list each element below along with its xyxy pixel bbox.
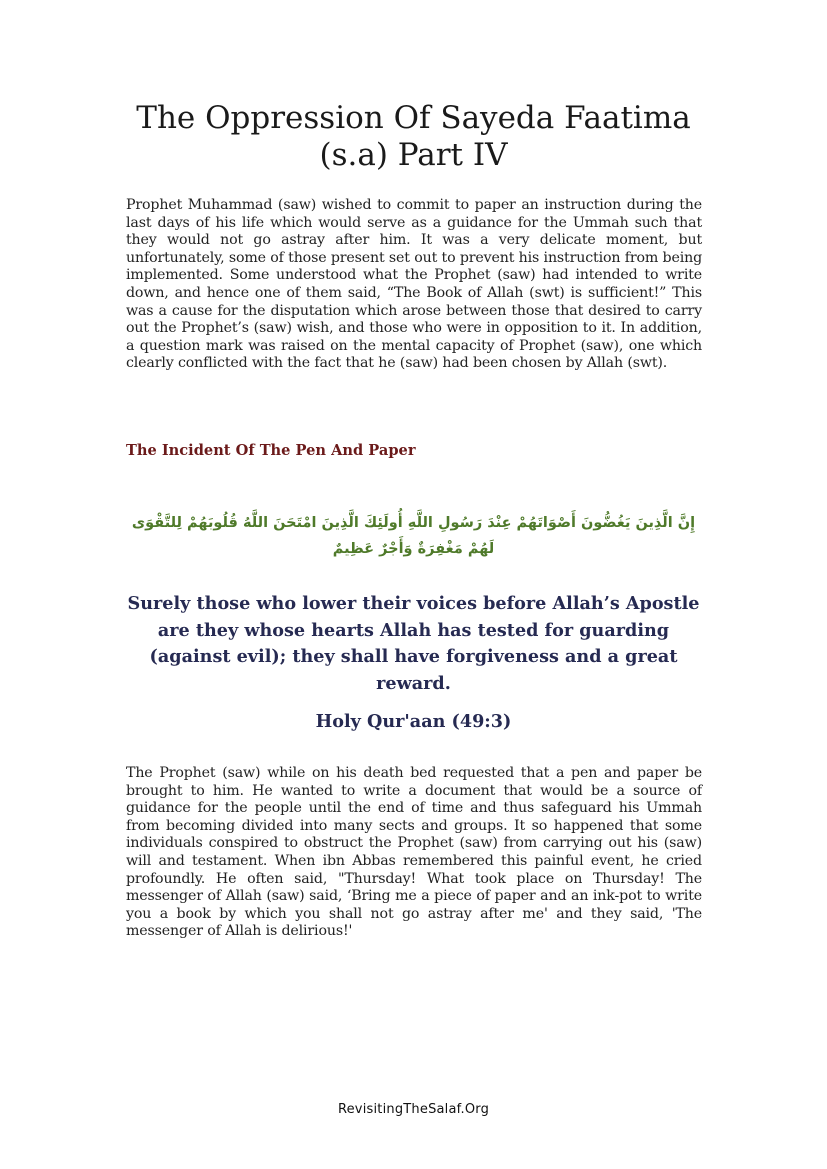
arabic-verse: إِنَّ الَّذِينَ يَغُضُّونَ أَصْوَاتَهُمْ عِنْدَ رَسُولِ اللَّهِ أُولَئِكَ الَّذِينَ امْتَحَنَ اللَّهُ قُلُوبَهُمْ لِلتَّقْوَى لَهُمْ مَغْفِرَةٌ وَأَجْرٌ عَظِيمٌ xyxy=(131,515,696,557)
verse-reference: Holy Qur'aan (49:3) xyxy=(315,711,512,732)
verse-translation: Surely those who lower their voices before Allah’s Apostle are they whose hearts Allah has tested for guarding (against evil); they shall have forgiveness and a great reward. xyxy=(127,593,700,694)
page-footer: RevisitingTheSalaf.Org xyxy=(337,1102,490,1117)
intro-paragraph: Prophet Muhammad (saw) wished to commit to paper an instruction during the last days of his life which would serve as a guidance for the Ummah such that they would not go astray after him. It was a very delicate moment, but unfortunately, some of those present set out to prevent his instruction from being implemented. Some understood what the Prophet (saw) had intended to write down, and hence one of them said, “The Book of Allah (swt) is sufficient!” This was a cause for the disputation which arose between those that desired to carry out the Prophet’s (saw) wish, and those who were in opposition to it. In addition, a question mark was raised on the mental capacity of Prophet (saw), one which clearly conflicted with the fact that he (saw) had been chosen by Allah (swt). xyxy=(126,197,702,372)
body-paragraph: The Prophet (saw) while on his death bed requested that a pen and paper be brought to him. He wanted to write a document that would be a source of guidance for the people until the end of time and thus safeguard his Ummah from becoming divided into many sects and groups. It so happened that some individuals conspired to obstruct the Prophet (saw) from carrying out his (saw) will and testament. When ibn Abbas remembered this painful event, he cried profoundly. He often said, "Thursday! What took place on Thursday! The messenger of Allah (saw) said, ‘Bring me a piece of paper and an ink-pot to write you a book by which you shall not go astray after me' and they said, 'The messenger of Allah is delirious!' xyxy=(126,765,702,940)
section-heading: The Incident Of The Pen And Paper xyxy=(126,442,416,459)
page-title: The Oppression Of Sayeda Faatima (s.a) Part IV xyxy=(136,100,691,173)
